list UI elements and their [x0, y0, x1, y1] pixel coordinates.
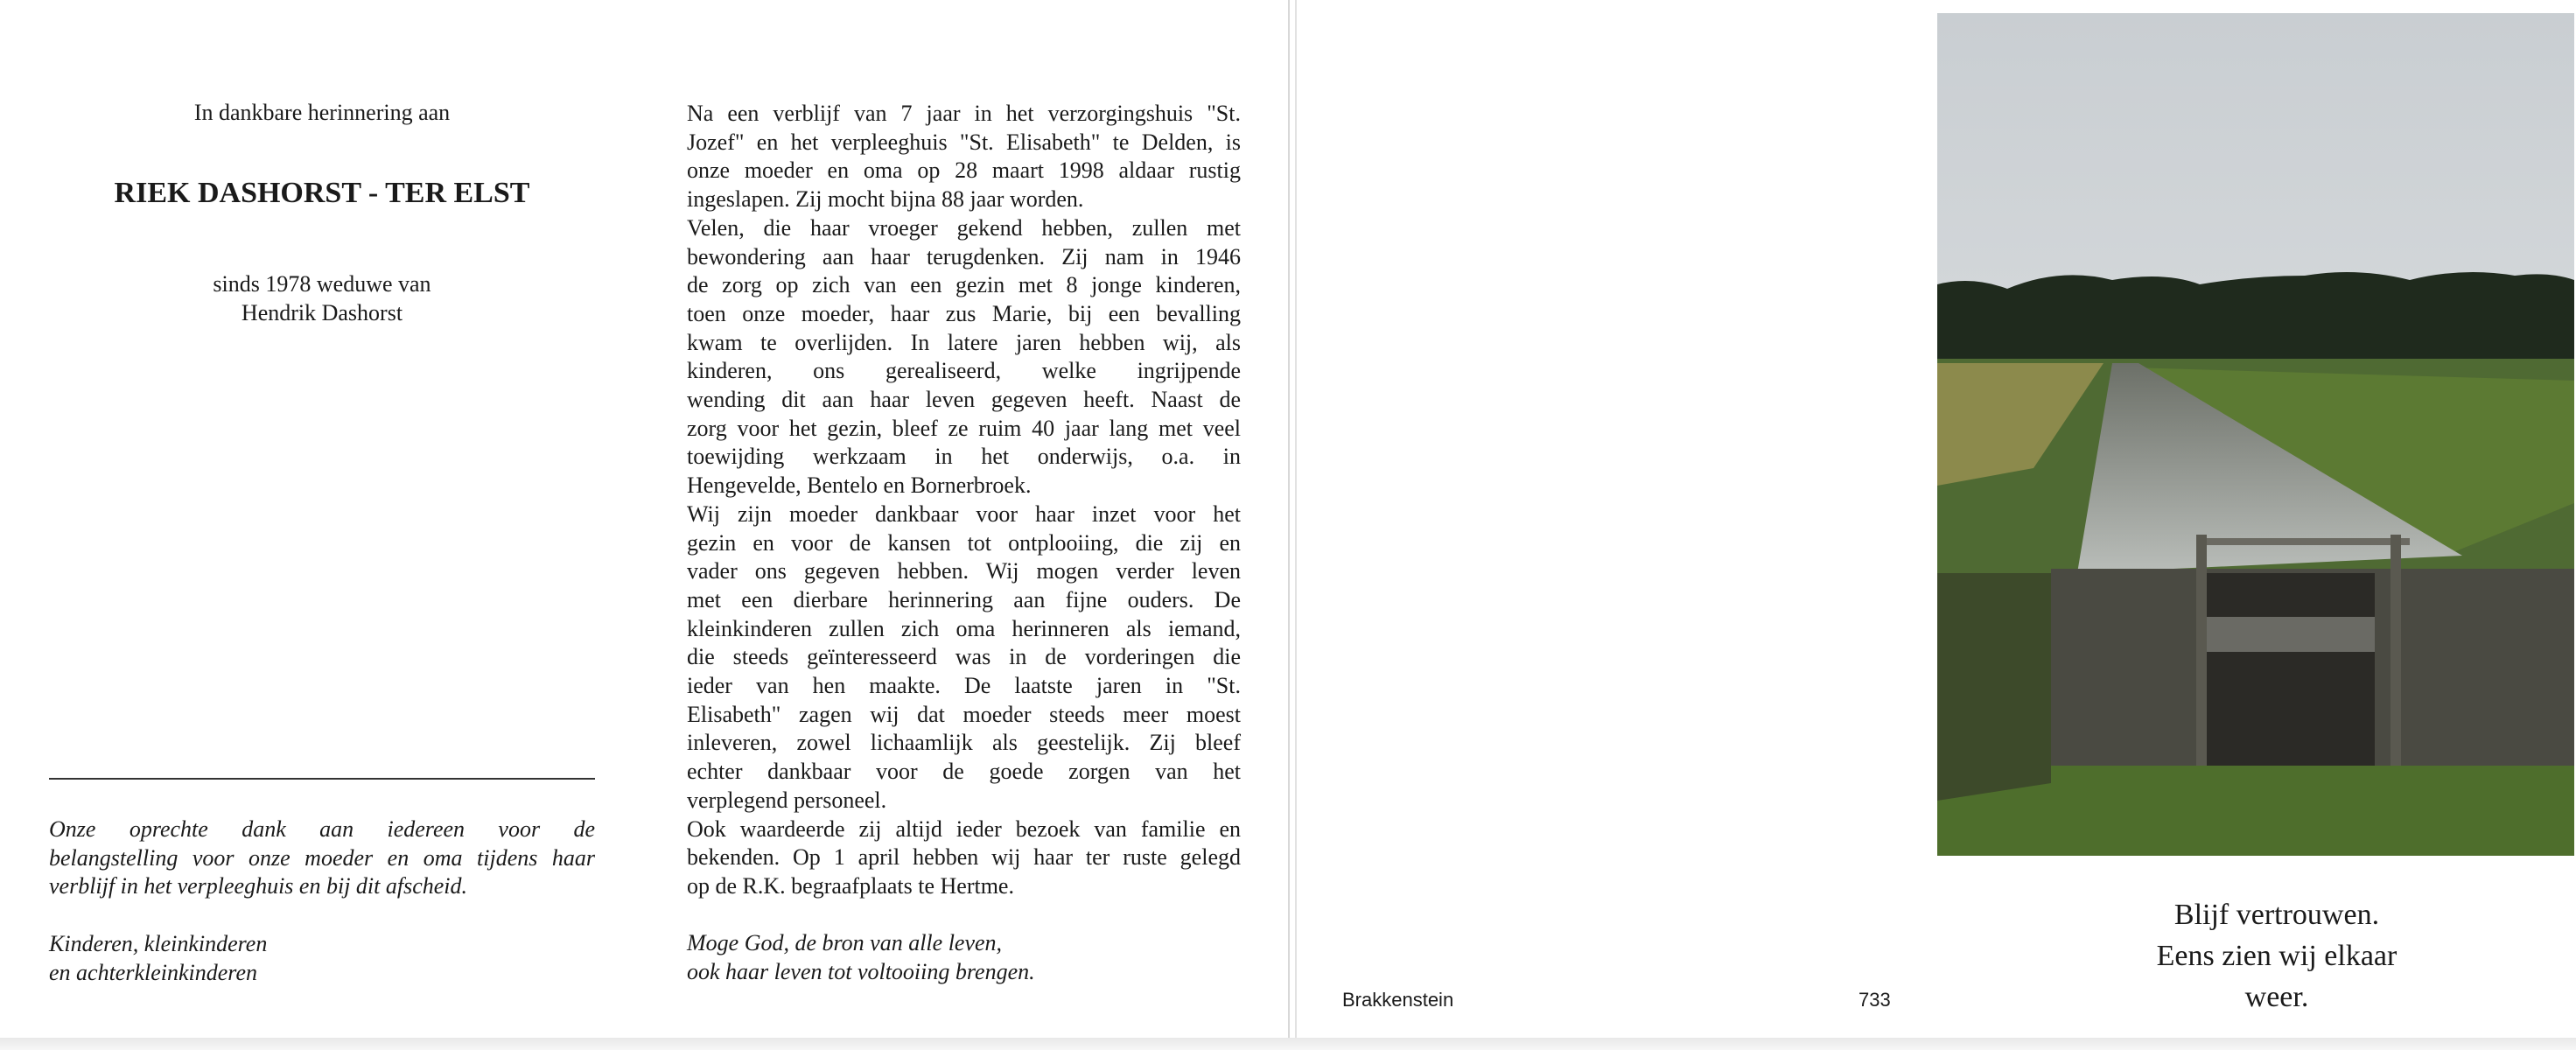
- widow-line-2: Hendrik Dashorst: [241, 300, 403, 326]
- deceased-name: RIEK DASHORST - TER ELST: [114, 177, 530, 209]
- text-line: toewijding werkzaam in het onderwijs, o.a. in: [687, 444, 1241, 470]
- text-line: Hengevelde, Bentelo en Bornerbroek.: [687, 472, 1032, 499]
- text-line: bewondering aan haar terugdenken. Zij nam in 1946: [687, 243, 1241, 270]
- widow-line-1: sinds 1978 weduwe van: [213, 271, 431, 297]
- intro-text: In dankbare herinnering aan: [193, 100, 451, 125]
- prayer-text: [687, 929, 1241, 986]
- text-line: echter dankbaar voor de goede zorgen van het: [687, 759, 1241, 785]
- text-line: kwam te overlijden. In latere jaren hebben wij, als: [687, 329, 1241, 355]
- text-line: wending dit aan haar leven gegeven heeft. Naast de: [687, 387, 1241, 413]
- card-left-panel: [0, 0, 1290, 1040]
- text-line: kleinkinderen zullen zich oma herinneren als iemand,: [687, 615, 1241, 641]
- text-line: Na een verblijf van 7 jaar in het verzorgingshuis "St.: [687, 101, 1241, 126]
- text-line: Wij zijn moeder dankbaar voor haar inzet voor het: [687, 500, 1241, 527]
- text-line: op de R.K. begraafplaats te Hertme.: [687, 872, 1014, 899]
- text-line: ook haar leven tot voltooiing brengen.: [687, 958, 1035, 984]
- thanks-paragraph: [49, 816, 595, 901]
- landscape-canal-weir-photo: [1937, 13, 2574, 856]
- caption-line-1: Blijf vertrouwen.: [2174, 899, 2380, 931]
- text-line: vader ons gegeven hebben. Wij mogen verder leven: [687, 558, 1241, 584]
- obituary-text: [687, 100, 1241, 901]
- caption-line-2: Eens zien wij elkaar weer.: [2156, 940, 2398, 1013]
- text-line: bekenden. Op 1 april hebben wij haar ter ruste gelegd: [687, 844, 1241, 871]
- text-line: Velen, die haar vroeger gekend hebben, zullen met: [687, 214, 1241, 241]
- text-line: ingeslapen. Zij mocht bijna 88 jaar worden.: [687, 186, 1084, 213]
- text-line: die steeds geïnteresseerd was in de vorderingen die: [687, 644, 1241, 670]
- text-line: Jozef" en het verpleeghuis "St. Elisabeth" te Delden, is: [687, 129, 1241, 155]
- text-line: Onze oprechte dank aan iedereen voor de: [49, 816, 595, 842]
- text-line: Kinderen, kleinkinderen: [49, 931, 268, 956]
- text-line: verblijf in het verpleeghuis en bij dit afscheid.: [49, 873, 468, 900]
- text-line: belangstelling voor onze moeder en oma tijdens haar: [49, 844, 595, 871]
- publisher-label: Brakkenstein: [1342, 989, 1454, 1011]
- card-right-panel: [1295, 0, 2576, 1040]
- text-line: toen onze moeder, haar zus Marie, bij een bevalling: [687, 300, 1241, 326]
- text-line: Ook waardeerde zij altijd ieder bezoek van familie en: [687, 816, 1241, 842]
- text-line: inleveren, zowel lichaamlijk als geestelijk. Zij bleef: [687, 730, 1241, 756]
- card-number: 733: [1858, 989, 1891, 1011]
- text-line: met een dierbare herinnering aan fijne ouders. De: [687, 586, 1241, 612]
- text-line: Moge God, de bron van alle leven,: [687, 930, 1003, 956]
- text-line: de zorg op zich van een gezin met 8 jonge kinderen,: [687, 272, 1241, 298]
- text-line: onze moeder en oma op 28 maart 1998 aldaar rustig: [687, 158, 1241, 184]
- text-line: en achterkleinkinderen: [49, 959, 257, 985]
- text-line: gezin en voor de kansen tot ontplooiing, die zij en: [687, 529, 1241, 556]
- text-line: kinderen, ons gerealiseerd, welke ingrijpende: [687, 358, 1241, 384]
- text-line: ieder van hen maakte. De laatste jaren in "St.: [687, 673, 1241, 699]
- text-line: zorg voor het gezin, bleef ze ruim 40 jaar lang met veel: [687, 415, 1241, 441]
- scan-edge: [0, 1038, 2576, 1050]
- text-line: Elisabeth" zagen wij dat moeder steeds meer moest: [687, 701, 1241, 727]
- divider-rule: [49, 778, 595, 780]
- signature: [49, 930, 595, 987]
- text-line: verplegend personeel.: [687, 787, 887, 813]
